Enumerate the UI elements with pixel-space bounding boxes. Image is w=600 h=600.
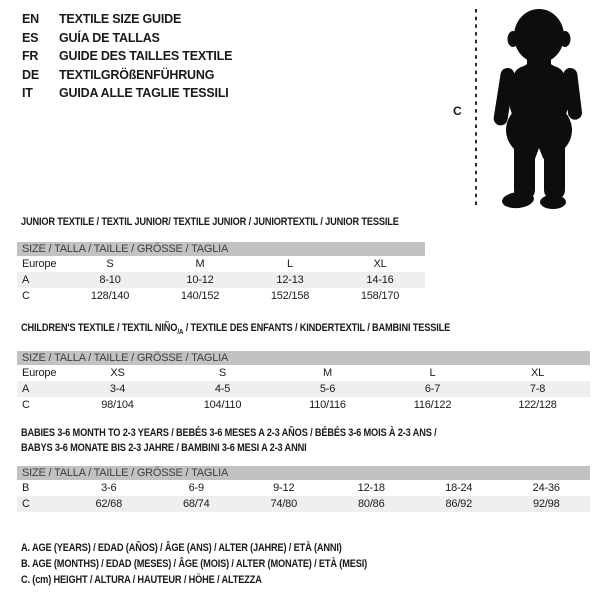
table-row — [17, 288, 425, 304]
language-title-list — [22, 10, 232, 103]
cell-value: 116/122 — [413, 399, 452, 412]
cell-value: XL — [373, 258, 387, 270]
table-row — [17, 381, 590, 397]
cell-value: 18-24 — [445, 482, 473, 494]
cell-value: 122/128 — [518, 399, 557, 412]
cell-value: S — [218, 367, 227, 380]
children-size-table-section — [17, 322, 590, 413]
row-label: C — [22, 399, 30, 412]
row-label: Europe — [22, 367, 57, 380]
babies-title-line1: BABIES 3-6 MONTH TO 2-3 YEARS / BEBÉS 3-6 MESES A 2-3 AÑOS / BÉBÉS 3-6 MOIS À 2-3 ANS / — [21, 427, 437, 439]
row-label: B — [22, 482, 30, 494]
cell-value: 9-12 — [273, 482, 295, 494]
cell-value: M — [195, 258, 205, 270]
cell-value: M — [323, 367, 332, 380]
language-row — [22, 84, 232, 103]
language-row — [22, 29, 232, 48]
language-code: IT — [22, 86, 33, 100]
junior-size-table-section — [17, 216, 425, 304]
row-label: C — [22, 498, 30, 510]
cell-value: 8-10 — [99, 274, 121, 286]
cell-value: 10-12 — [186, 274, 214, 286]
cell-value: 92/98 — [532, 498, 560, 510]
children-title-pre: CHILDREN'S TEXTILE / TEXTIL NIÑO — [21, 322, 178, 334]
row-label: A — [22, 383, 30, 396]
cell-value: 74/80 — [270, 498, 298, 510]
language-code: EN — [22, 12, 39, 26]
junior-table-title: JUNIOR TEXTILE / TEXTIL JUNIOR/ TEXTILE JUNIOR / JUNIORTEXTIL / JUNIOR TESSILE — [21, 216, 399, 228]
cell-value: 158/170 — [360, 290, 400, 302]
cell-value: 62/68 — [95, 498, 123, 510]
note-height-cm: C. (cm) HEIGHT / ALTURA / HAUTEUR / HÖHE / ALTEZZA — [21, 574, 262, 586]
size-column-header: SIZE / TALLA / TAILLE / GRÖSSE / TAGLIA — [17, 466, 590, 480]
table-row — [17, 397, 590, 413]
babies-size-table-section — [17, 426, 590, 512]
cell-value: 68/74 — [182, 498, 210, 510]
language-code: ES — [22, 30, 39, 45]
cell-value: 12-13 — [276, 274, 304, 286]
table-row — [17, 256, 425, 272]
children-table-title — [21, 322, 499, 338]
cell-value: 3-4 — [109, 383, 126, 396]
size-column-header: SIZE / TALLA / TAILLE / GRÖSSE / TAGLIA — [17, 351, 590, 365]
baby-silhouette-graphic — [449, 6, 595, 212]
language-title: TEXTILE SIZE GUIDE — [59, 12, 182, 26]
babies-title-line2: BABYS 3-6 MONATE BIS 2-3 JAHRE / BAMBINI 3-6 MESI A 2-3 ANNI — [21, 442, 307, 454]
cell-value: 6-9 — [188, 482, 204, 494]
cell-value: 110/116 — [309, 399, 346, 412]
cell-value: 128/140 — [90, 290, 130, 302]
table-row — [17, 480, 590, 496]
cell-value: L — [287, 258, 293, 270]
babies-table-rows — [17, 480, 590, 512]
cell-value: XS — [110, 367, 125, 380]
cell-value: 24-36 — [532, 482, 560, 494]
note-age-months: B. AGE (MONTHS) / EDAD (MESES) / ÂGE (MOIS) / ALTER (MONATE) / ETÀ (MESI) — [21, 558, 368, 570]
cell-value: 86/92 — [445, 498, 473, 510]
children-title-sub: /A — [177, 327, 184, 337]
cell-value: 80/86 — [357, 498, 385, 510]
cell-value: 5-6 — [319, 383, 336, 396]
cell-value: L — [429, 367, 436, 380]
cell-value: 104/110 — [203, 399, 242, 412]
row-label: C — [22, 290, 30, 302]
height-marker-label: C — [453, 104, 462, 118]
language-title: TEXTILGRÖßENFÜHRUNG — [59, 67, 215, 82]
row-label: A — [22, 274, 30, 286]
table-row — [17, 496, 590, 512]
language-title: GUÍA DE TALLAS — [59, 30, 160, 45]
language-code: FR — [22, 49, 39, 63]
language-row — [22, 66, 232, 85]
junior-table-rows — [17, 256, 425, 304]
language-title: GUIDE DES TAILLES TEXTILE — [59, 49, 233, 63]
cell-value: 140/152 — [180, 290, 220, 302]
table-row — [17, 365, 590, 381]
legend-notes — [21, 540, 367, 588]
cell-value: 98/104 — [101, 399, 134, 412]
cell-value: 6-7 — [424, 383, 441, 396]
cell-value: 152/158 — [270, 290, 310, 302]
cell-value: 7-8 — [529, 383, 546, 396]
cell-value: 14-16 — [366, 274, 394, 286]
height-measure-figure — [449, 6, 595, 212]
cell-value: XL — [530, 367, 545, 380]
children-table-rows — [17, 365, 590, 413]
cell-value: 4-5 — [214, 383, 231, 396]
language-row — [22, 10, 232, 29]
language-row — [22, 47, 232, 66]
size-column-header: SIZE / TALLA / TAILLE / GRÖSSE / TAGLIA — [17, 242, 425, 256]
baby-silhouette — [493, 9, 583, 210]
babies-table-title — [21, 426, 499, 456]
cell-value: 3-6 — [101, 482, 117, 494]
children-title-post: / TEXTILE DES ENFANTS / KINDERTEXTIL / BAMBINI TESSILE — [183, 322, 451, 334]
cell-value: 12-18 — [357, 482, 385, 494]
table-row — [17, 272, 425, 288]
language-title: GUIDA ALLE TAGLIE TESSILI — [59, 86, 229, 100]
language-code: DE — [22, 67, 39, 82]
row-label: Europe — [22, 258, 57, 270]
note-age-years: A. AGE (YEARS) / EDAD (AÑOS) / ÂGE (ANS) / ALTER (JAHRE) / ETÀ (ANNI) — [21, 542, 342, 554]
cell-value: S — [106, 258, 114, 270]
